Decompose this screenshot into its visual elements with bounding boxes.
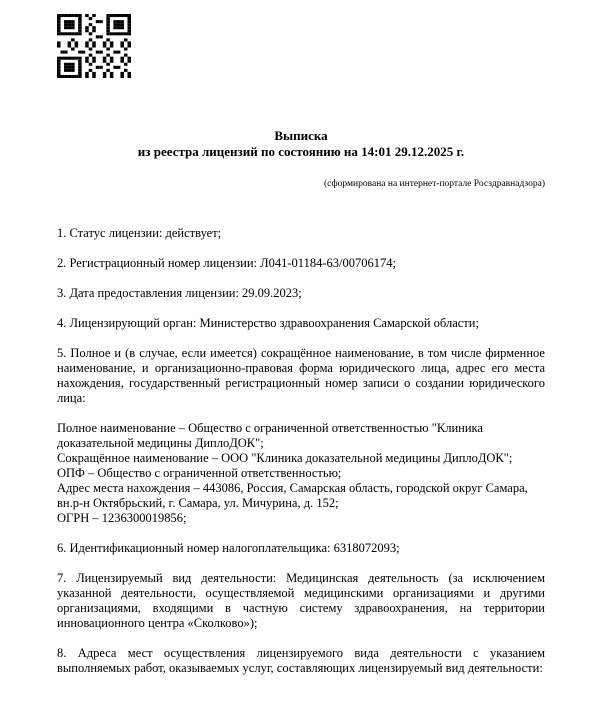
paragraph-grant-date: 3. Дата предоставления лицензии: 29.09.2023; xyxy=(57,286,302,300)
title-line-2: из реестра лицензий по состоянию на 14:01 29.12.2025 г. xyxy=(137,144,465,159)
paragraph-license-status: 1. Статус лицензии: действует; xyxy=(57,226,222,240)
document-subtitle: (сформирована на интернет-портале Росздравнадзора) xyxy=(324,179,545,189)
paragraph-registration-number: 2. Регистрационный номер лицензии: Л041-01184-63/00706174; xyxy=(57,256,396,270)
document-body xyxy=(57,226,545,676)
paragraph-org-name-intro: 5. Полное и (в случае, если имеется) сокращённое наименование, в том числе фирменное наименование, и организационно-правовая форма юридического лица, адрес его места нахождения, государственный регистрационный номер записи о создании юридического лица: xyxy=(57,346,545,405)
org-legal-form: ОПФ – Общество с ограниченной ответственностью; xyxy=(57,466,342,480)
paragraph-licensing-authority: 4. Лицензирующий орган: Министерство здравоохранения Самарской области; xyxy=(57,316,479,330)
org-full-name: Полное наименование – Общество с ограниченной ответственностью "Клиника доказательной медицины ДиплоДОК"; xyxy=(57,421,483,450)
org-address: Адрес места нахождения – 443086, Россия, Самарская область, городской округ Самара, вн.р-н Октябрьский, г. Самара, ул. Мичурина, д. 152; xyxy=(57,481,528,510)
title-line-1: Выписка xyxy=(274,128,328,143)
organization-details xyxy=(57,421,545,526)
paragraph-activity-addresses: 8. Адреса мест осуществления лицензируемого вида деятельности с указанием выполняемых работ, оказываемых услуг, составляющих лицензируемый вид деятельности: xyxy=(57,646,545,675)
paragraph-licensed-activity: 7. Лицензируемый вид деятельности: Медицинская деятельность (за исключением указанной деятельности, осуществляемой медицинскими организациями и другими организациями, входящими в частную систему здравоохранения, на территории инновационного центра «Сколково»); xyxy=(57,571,545,630)
document-title xyxy=(57,128,545,160)
org-ogrn: ОГРН – 1236300019856; xyxy=(57,511,187,525)
qr-code xyxy=(57,14,131,78)
qr-code-image xyxy=(57,14,131,78)
org-short-name: Сокращённое наименование – ООО "Клиника доказательной медицины ДиплоДОК"; xyxy=(57,451,513,465)
paragraph-inn: 6. Идентификационный номер налогоплательщика: 6318072093; xyxy=(57,541,400,555)
